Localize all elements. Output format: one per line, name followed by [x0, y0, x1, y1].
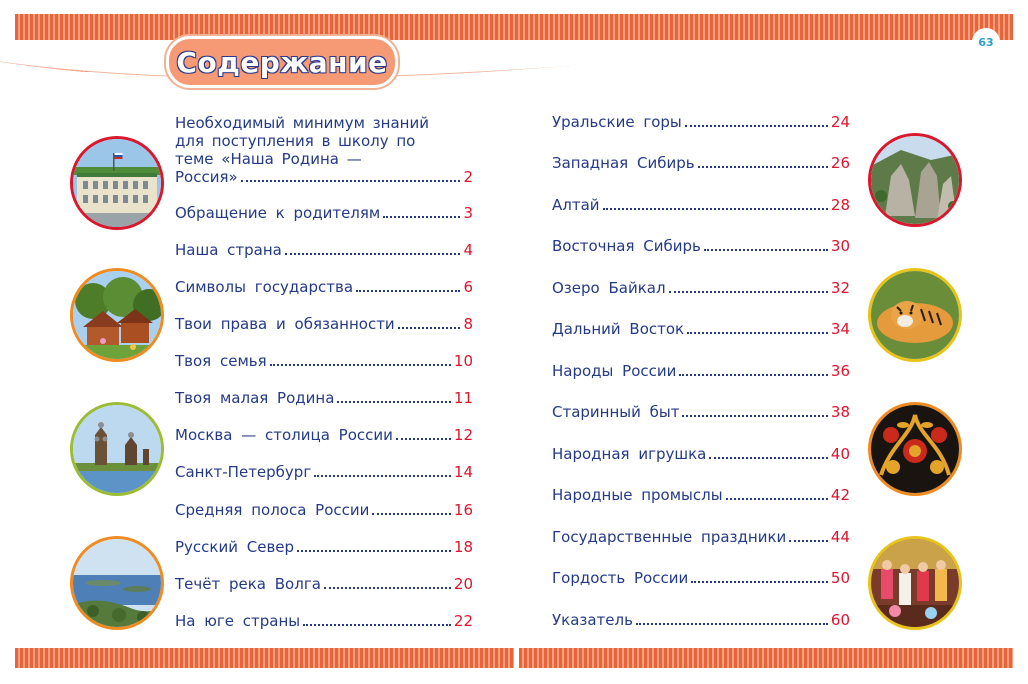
toc-entry-left-5[interactable]: [175, 352, 473, 370]
toc-entry-right-6[interactable]: [552, 362, 850, 380]
toc-page-number: 2: [463, 168, 473, 186]
dot-leader: [709, 457, 828, 459]
dot-leader: [356, 290, 460, 292]
toc-entry-left-2[interactable]: [175, 241, 473, 259]
toc-entry-title: Уральские горы: [552, 113, 682, 131]
toc-entry-title: Средняя полоса России: [175, 501, 370, 519]
khokhloma-pattern-image: [868, 402, 962, 496]
toc-entry-left-11[interactable]: [175, 575, 473, 593]
toc-entry-left-4[interactable]: [175, 315, 473, 333]
toc-page-number: 50: [830, 569, 850, 587]
toc-entry-title: Дальний Восток: [552, 320, 685, 338]
dot-leader: [324, 587, 451, 589]
toc-entry-left-10[interactable]: [175, 538, 473, 556]
toc-entry-right-5[interactable]: [552, 320, 850, 338]
toc-entry-line: теме «Наша Родина —: [175, 150, 362, 168]
toc-entry-title: Русский Север: [175, 538, 295, 556]
ural-rocks-image: [868, 133, 962, 227]
toc-entry-title: Народные промыслы: [552, 486, 723, 504]
toc-entry-title: Государственные праздники: [552, 528, 787, 546]
toc-page-number: 32: [830, 279, 850, 297]
dot-leader: [636, 623, 828, 625]
toc-page-number: 8: [463, 315, 473, 333]
toc-entry-title: Наша страна: [175, 241, 282, 259]
toc-page-number: 12: [453, 426, 473, 444]
toc-entry-right-2[interactable]: [552, 196, 850, 214]
dot-leader: [285, 253, 461, 255]
toc-entry-right-1[interactable]: [552, 154, 850, 172]
toc-page-number: 22: [453, 612, 473, 630]
toc-entry-title: На юге страны: [175, 612, 301, 630]
toc-page-number: 26: [830, 154, 850, 172]
toc-entry-right-8[interactable]: [552, 445, 850, 463]
toc-page-number: 38: [830, 403, 850, 421]
kremlin-palace-image: [70, 136, 164, 230]
toc-entry-title: Гордость России: [552, 569, 689, 587]
toc-page-number: 3: [463, 204, 473, 222]
toc-entry-right-10[interactable]: [552, 528, 850, 546]
dot-leader: [372, 513, 451, 515]
dot-leader: [704, 249, 828, 251]
toc-entry-title: Старинный быт: [552, 403, 680, 421]
toc-page-number: 34: [830, 320, 850, 338]
toc-entry-right-3[interactable]: [552, 237, 850, 255]
toc-entry-title: Указатель: [552, 611, 633, 629]
toc-entry-title: Течёт река Волга: [175, 575, 321, 593]
toc-entry-title: Озеро Байкал: [552, 279, 666, 297]
northern-lake-image: [70, 536, 164, 630]
dot-leader: [398, 327, 461, 329]
toc-entry-line: Необходимый минимум знаний: [175, 114, 429, 132]
toc-entry-left-3[interactable]: [175, 278, 473, 296]
toc-page-number: 36: [830, 362, 850, 380]
toc-page-number: 16: [453, 501, 473, 519]
toc-entry-left-9[interactable]: [175, 501, 473, 519]
toc-entry-title: Санкт-Петербург: [175, 463, 312, 481]
toc-entry-title: Западная Сибирь: [552, 154, 695, 172]
toc-entry-right-11[interactable]: [552, 569, 850, 587]
toc-entry-left-7[interactable]: [175, 426, 473, 444]
toc-entry-right-0[interactable]: [552, 113, 850, 131]
dot-leader: [297, 550, 451, 552]
toc-page-number: 20: [453, 575, 473, 593]
toc-entry-left-1[interactable]: [175, 204, 473, 222]
toc-entry-title: Народы России: [552, 362, 677, 380]
dot-leader: [679, 374, 828, 376]
toc-entry-title: Твоя семья: [175, 352, 267, 370]
toc-entry-title: Твои права и обязанности: [175, 315, 395, 333]
toc-entry-left-8[interactable]: [175, 463, 473, 481]
toc-entry-title: Символы государства: [175, 278, 354, 296]
dot-leader: [789, 540, 828, 542]
toc-page-number: 44: [830, 528, 850, 546]
toc-entry-title: Твоя малая Родина: [175, 389, 335, 407]
toc-page-number: 11: [453, 389, 473, 407]
toc-page-number: 30: [830, 237, 850, 255]
toc-page-number: 40: [830, 445, 850, 463]
kizhi-church-image: [70, 402, 164, 496]
toc-entry-title: Обращение к родителям: [175, 204, 381, 222]
toc-entry-line: для поступления в школу по: [175, 132, 416, 150]
toc-entry-title: Восточная Сибирь: [552, 237, 701, 255]
toc-entry-left-0[interactable]: [175, 114, 473, 186]
toc-entry-title: Москва — столица России: [175, 426, 393, 444]
footer-stripe-band-right: [519, 648, 1013, 668]
toc-entry-title: Народная игрушка: [552, 445, 707, 463]
toc-entry-right-7[interactable]: [552, 403, 850, 421]
toc-entry-left-6[interactable]: [175, 389, 473, 407]
dot-leader: [603, 208, 828, 210]
toc-page-number: 10: [453, 352, 473, 370]
dot-leader: [726, 498, 828, 500]
toc-page-number: 24: [830, 113, 850, 131]
folk-dancers-image: [868, 536, 962, 630]
dot-leader: [241, 180, 461, 182]
village-houses-image: [70, 268, 164, 362]
toc-entry-line: Россия»: [175, 168, 238, 186]
toc-page-number: 14: [453, 463, 473, 481]
toc-page-number: 42: [830, 486, 850, 504]
dot-leader: [669, 291, 828, 293]
dot-leader: [337, 401, 451, 403]
toc-page-number: 4: [463, 241, 473, 259]
toc-page-number: 28: [830, 196, 850, 214]
dot-leader: [270, 364, 451, 366]
toc-entry-right-9[interactable]: [552, 486, 850, 504]
toc-page-number: 60: [830, 611, 850, 629]
page-number-badge: 63: [972, 28, 1000, 56]
header-wave-mask: [0, 0, 1028, 100]
tiger-image: [868, 268, 962, 362]
toc-entry-left-12[interactable]: [175, 612, 473, 630]
dot-leader: [698, 166, 828, 168]
dot-leader: [303, 624, 451, 626]
toc-page-number: 6: [463, 278, 473, 296]
dot-leader: [682, 415, 827, 417]
toc-entry-right-12[interactable]: [552, 611, 850, 629]
toc-page-number: 18: [453, 538, 473, 556]
page-title: Содержание: [176, 45, 388, 79]
dot-leader: [314, 475, 451, 477]
dot-leader: [396, 438, 451, 440]
dot-leader: [691, 581, 828, 583]
footer-stripe-band-left: [15, 648, 514, 668]
toc-entry-title: Алтай: [552, 196, 600, 214]
dot-leader: [383, 216, 460, 218]
toc-entry-right-4[interactable]: [552, 279, 850, 297]
dot-leader: [687, 332, 828, 334]
dot-leader: [685, 125, 828, 127]
contents-title-badge: [166, 36, 398, 88]
